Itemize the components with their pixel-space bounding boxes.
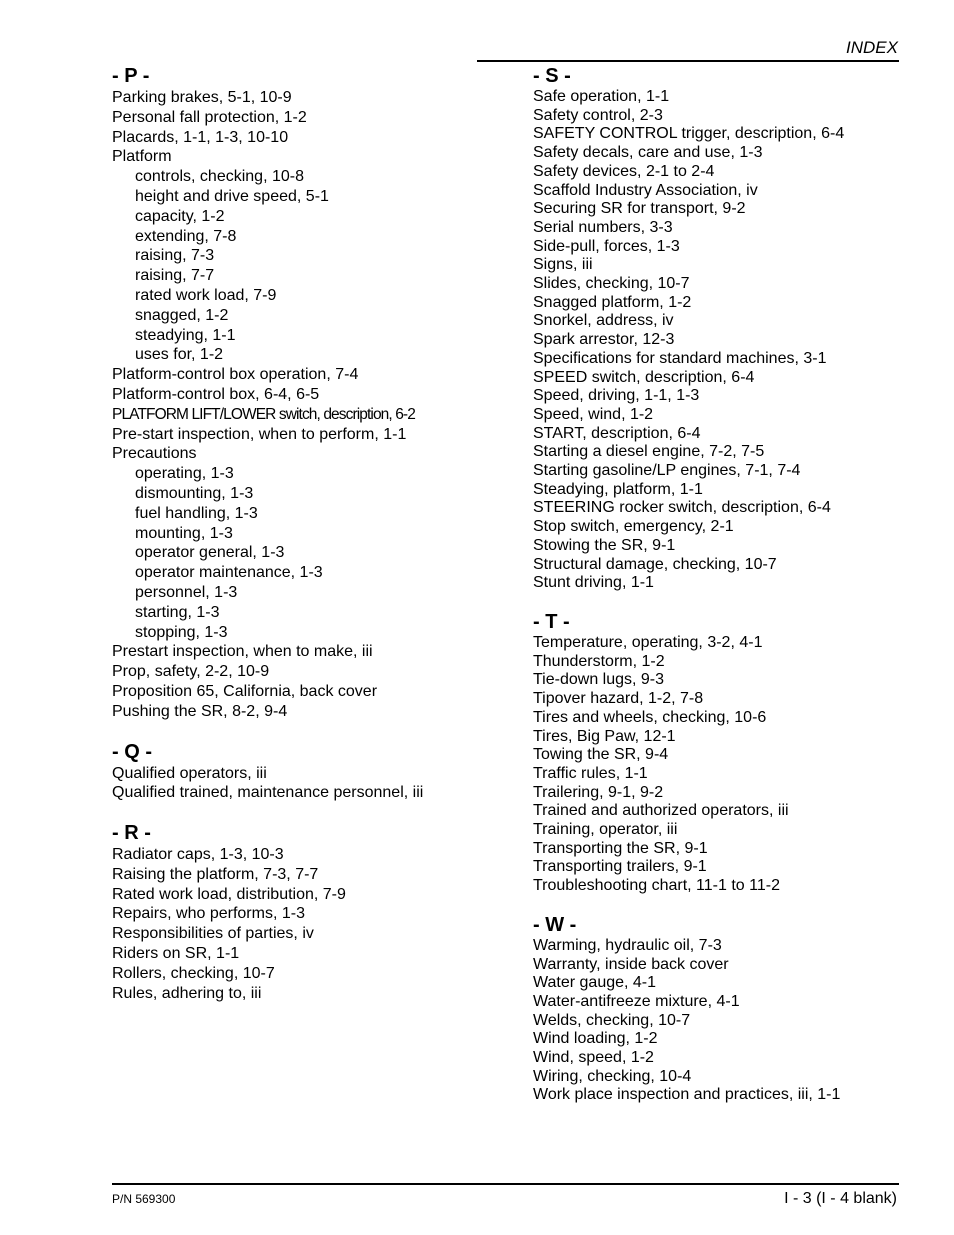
index-entry: Speed, driving, 1-1, 1-3 [533, 387, 700, 405]
index-subentry: capacity, 1-2 [135, 207, 225, 225]
index-entry: Tipover hazard, 1-2, 7-8 [533, 690, 704, 708]
index-entry: Specifications for standard machines, 3-1 [533, 349, 827, 367]
section-heading: - T - [533, 610, 570, 633]
page-number: I - 3 (I - 4 blank) [784, 1190, 897, 1207]
index-section [112, 823, 472, 1003]
index-entry: Trailering, 9-1, 9-2 [533, 783, 664, 801]
index-entry: Safe operation, 1-1 [533, 88, 670, 105]
index-entry: Warranty, inside back cover [533, 955, 729, 973]
index-entry: Welds, checking, 10-7 [533, 1011, 691, 1029]
index-subentry: rated work load, 7-9 [135, 286, 277, 304]
index-entry: Troubleshooting chart, 11-1 to 11-2 [533, 877, 780, 895]
index-entry: Prop, safety, 2-2, 10-9 [112, 663, 270, 681]
index-entry: Work place inspection and practices, iii, 1-1 [533, 1086, 841, 1104]
index-column-left [112, 66, 472, 1023]
index-entry: Platform-control box operation, 7-4 [112, 366, 359, 384]
index-entry: Platform-control box, 6-4, 6-5 [112, 385, 320, 403]
index-entry: Scaffold Industry Association, iv [533, 181, 758, 199]
index-entry: Responsibilities of parties, iv [112, 925, 314, 943]
index-entry: Wind, speed, 1-2 [533, 1049, 654, 1067]
index-entry: Trained and authorized operators, iii [533, 802, 789, 820]
index-subentry: dismounting, 1-3 [135, 484, 254, 502]
index-section [533, 612, 903, 896]
index-section [112, 742, 472, 804]
index-entry: PLATFORM LIFT/LOWER switch, description, 6-2 [112, 405, 415, 423]
index-entry: Transporting the SR, 9-1 [533, 839, 708, 857]
index-entry: Safety devices, 2-1 to 2-4 [533, 162, 715, 180]
index-entry: Speed, wind, 1-2 [533, 405, 654, 423]
index-entry: Parking brakes, 5-1, 10-9 [112, 89, 292, 106]
index-subentry: operator maintenance, 1-3 [135, 564, 323, 582]
index-column-right [533, 66, 903, 1124]
index-subentry: starting, 1-3 [135, 603, 220, 621]
index-entry: Water gauge, 4-1 [533, 974, 657, 992]
index-entry: Warming, hydraulic oil, 7-3 [533, 936, 722, 954]
index-subentry: uses for, 1-2 [135, 346, 224, 364]
index-entry: Steadying, platform, 1-1 [533, 480, 703, 498]
index-subentry: operating, 1-3 [135, 465, 234, 483]
index-entry: Repairs, who performs, 1-3 [112, 905, 305, 923]
index-entry: Snagged platform, 1-2 [533, 293, 692, 311]
index-subentry: personnel, 1-3 [135, 583, 238, 601]
index-section [112, 66, 472, 722]
index-entry: Thunderstorm, 1-2 [533, 652, 665, 670]
index-section [533, 915, 903, 1105]
index-entry: Signs, iii [533, 256, 593, 274]
index-entry: Stunt driving, 1-1 [533, 574, 654, 592]
index-entry: Qualified operators, iii [112, 764, 267, 782]
index-entry: Riders on SR, 1-1 [112, 945, 240, 963]
section-heading: - P - [112, 65, 150, 87]
index-entry: Safety control, 2-3 [533, 106, 663, 124]
index-entry: Securing SR for transport, 9-2 [533, 200, 746, 218]
index-entry: Starting a diesel engine, 7-2, 7-5 [533, 443, 765, 461]
index-entry: Rated work load, distribution, 7-9 [112, 885, 346, 903]
index-subentry: raising, 7-3 [135, 247, 215, 265]
index-entry: STEERING rocker switch, description, 6-4 [533, 499, 831, 517]
index-section [533, 66, 903, 593]
index-entry: START, description, 6-4 [533, 424, 701, 442]
index-entry: Side-pull, forces, 1-3 [533, 237, 680, 255]
index-entry: Qualified trained, maintenance personnel, iii [112, 784, 424, 802]
index-entry: Tires, Big Paw, 12-1 [533, 727, 676, 745]
index-entry: Safety decals, care and use, 1-3 [533, 144, 763, 162]
index-subentry: height and drive speed, 5-1 [135, 187, 329, 205]
index-subentry: operator general, 1-3 [135, 544, 285, 562]
index-entry: Wind loading, 1-2 [533, 1030, 658, 1048]
header-divider [477, 60, 899, 62]
index-entry: Training, operator, iii [533, 821, 678, 839]
section-heading: - Q - [112, 740, 152, 763]
index-entry: Spark arrestor, 12-3 [533, 331, 675, 349]
index-entry: Stop switch, emergency, 2-1 [533, 518, 734, 536]
index-entry: Structural damage, checking, 10-7 [533, 555, 777, 573]
index-entry: Placards, 1-1, 1-3, 10-10 [112, 128, 289, 146]
index-entry: Water-antifreeze mixture, 4-1 [533, 992, 740, 1010]
footer-divider [112, 1183, 899, 1185]
index-entry: Traffic rules, 1-1 [533, 764, 648, 782]
index-subentry: raising, 7-7 [135, 267, 215, 285]
index-entry: Precautions [112, 445, 197, 463]
index-subentry: mounting, 1-3 [135, 524, 233, 542]
index-entry: Radiator caps, 1-3, 10-3 [112, 846, 284, 864]
index-entry: SPEED switch, description, 6-4 [533, 368, 755, 386]
index-entry: Rollers, checking, 10-7 [112, 964, 275, 982]
index-entry: Temperature, operating, 3-2, 4-1 [533, 633, 763, 651]
part-number: P/N 569300 [112, 1192, 176, 1206]
index-entry: Starting gasoline/LP engines, 7-1, 7-4 [533, 462, 801, 480]
index-subentry: controls, checking, 10-8 [135, 168, 304, 186]
index-entry: Tires and wheels, checking, 10-6 [533, 708, 767, 726]
index-entry: SAFETY CONTROL trigger, description, 6-4 [533, 125, 845, 143]
section-heading: - R - [112, 822, 151, 845]
page-header-title: INDEX [846, 38, 898, 57]
index-subentry: steadying, 1-1 [135, 326, 236, 344]
index-subentry: fuel handling, 1-3 [135, 504, 258, 522]
index-entry: Tie-down lugs, 9-3 [533, 671, 665, 689]
index-entry: Snorkel, address, iv [533, 312, 674, 330]
index-entry: Raising the platform, 7-3, 7-7 [112, 865, 319, 883]
index-entry: Serial numbers, 3-3 [533, 218, 673, 236]
index-entry: Pre-start inspection, when to perform, 1-1 [112, 425, 407, 443]
section-heading: - S - [533, 65, 571, 87]
index-subentry: snagged, 1-2 [135, 306, 229, 324]
index-entry: Proposition 65, California, back cover [112, 682, 378, 700]
index-entry: Transporting trailers, 9-1 [533, 858, 707, 876]
index-entry: Stowing the SR, 9-1 [533, 536, 676, 554]
section-heading: - W - [533, 913, 577, 936]
index-entry: Slides, checking, 10-7 [533, 275, 690, 293]
index-entry: Platform [112, 148, 172, 166]
index-entry: Pushing the SR, 8-2, 9-4 [112, 702, 288, 720]
index-entry: Prestart inspection, when to make, iii [112, 643, 373, 661]
index-entry: Towing the SR, 9-4 [533, 746, 669, 764]
index-subentry: extending, 7-8 [135, 227, 237, 245]
index-entry: Personal fall protection, 1-2 [112, 108, 307, 126]
index-entry: Rules, adhering to, iii [112, 984, 262, 1002]
index-entry: Wiring, checking, 10-4 [533, 1067, 692, 1085]
index-subentry: stopping, 1-3 [135, 623, 228, 641]
